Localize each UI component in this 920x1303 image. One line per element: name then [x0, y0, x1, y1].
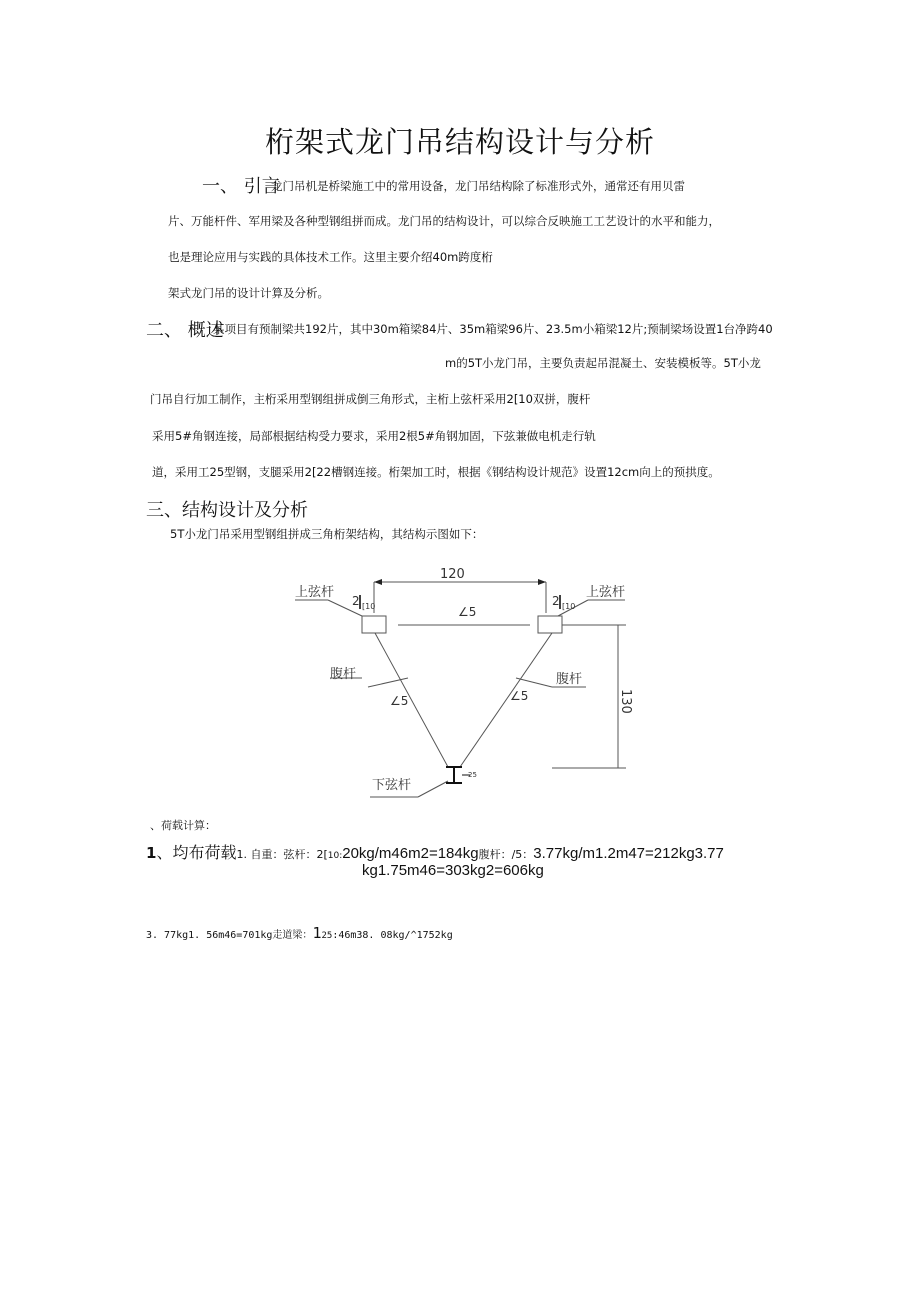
web-member-left [375, 633, 448, 767]
ibeam-icon [446, 767, 470, 783]
loads-line1-web: 腹杆：∕5： [478, 848, 534, 861]
angle-top-label: ∠5 [458, 605, 477, 619]
loads-line3-d: :46m38. 08kg/^1752kg [332, 930, 453, 941]
channel-right-size: [10 [562, 602, 576, 611]
section3-intro: 5T小龙门吊采用型钢组拼成三角桁架结构，其结构示图如下： [170, 527, 484, 541]
web-member-right [460, 633, 552, 767]
loads-heading: 、荷载计算： [150, 819, 216, 832]
arrow-dim-right [538, 579, 546, 585]
section1-line-2: 片、万能杆件、军用梁及各种型钢组拼而成。龙门吊的结构设计，可以综合反映施工工艺设计的水平和能力， [168, 214, 720, 228]
section1-line-3: 也是理论应用与实践的具体技术工作。这里主要介绍40m跨度桁 [168, 250, 493, 264]
loads-line3-c: 25 [321, 931, 333, 941]
leader-web-right-diag [516, 678, 552, 687]
loads-item-sub: 1. 自重：弦杆：2[ [236, 848, 328, 861]
page-title: 桁架式龙门吊结构设计与分析 [264, 125, 655, 159]
loads-item-title: 、均布荷载 [156, 843, 237, 862]
channel-right-count: 2 [552, 594, 560, 608]
section2-line-2: m的5T小龙门吊，主要负责起吊混凝土、安装模板等。5T小龙 [445, 356, 761, 370]
angle-left-label: ∠5 [390, 694, 409, 708]
section2-line-3: 门吊自行加工制作，主桁采用型钢组拼成倒三角形式，主桁上弦杆采用2[10双拼，腹杆 [150, 392, 591, 406]
loads-line3-a: 3. 77kg1. 56m46=701kg走道梁： [146, 930, 313, 941]
label-bottom-chord: 下弦杆 [372, 778, 412, 793]
arrow-dim-left [374, 579, 382, 585]
channel-left-size: [10 [362, 602, 376, 611]
loads-item-subsub: 10: [327, 851, 343, 861]
channel-left-count: 2 [352, 594, 360, 608]
dim-width-label: 120 [440, 567, 465, 582]
section1-heading: 一、 引言 [202, 176, 280, 197]
section2-heading: 二、 概述 [146, 320, 224, 341]
loads-line1-rest: 20kg/m46m2=184kg [342, 845, 479, 862]
section2-line-5: 道，采用工25型钢，支腿采用2[22槽钢连接。桁架加工时，根据《钢结构设计规范》设置12cm向上的预拱度。 [152, 465, 720, 479]
top-chord-left-box [362, 616, 386, 633]
ibeam-size-label: 25 [468, 771, 477, 779]
loads-line-3 [146, 924, 453, 942]
label-top-chord-left: 上弦杆 [295, 585, 335, 600]
loads-line3-b: 1 [312, 924, 322, 942]
loads-line-2: kg1.75m46=303kg2=606kg [362, 862, 544, 879]
section1-line-4: 架式龙门吊的设计计算及分析。 [168, 286, 329, 300]
dim-height-label: 130 [618, 689, 633, 714]
loads-line1-end: 3.77kg/m1.2m47=212kg3.77 [533, 845, 724, 862]
label-top-chord-right: 上弦杆 [586, 585, 626, 600]
section2-line-4: 采用5#角钢连接，局部根据结构受力要求，采用2根5#角钢加固，下弦兼做电机走行轨 [152, 429, 596, 443]
top-chord-right-box [538, 616, 562, 633]
section1-line-1: 龙门吊机是桥梁施工中的常用设备，龙门吊结构除了标准形式外，通常还有用贝雷 [271, 179, 685, 193]
section3-heading: 三、结构设计及分析 [146, 500, 308, 521]
label-web-left: 腹杆 [330, 667, 357, 682]
loads-line-1 [146, 840, 724, 863]
label-web-right: 腹杆 [556, 672, 583, 687]
loads-item-number: 1 [146, 844, 157, 862]
angle-right-label: ∠5 [510, 689, 529, 703]
section2-line-1: 某项目有预制梁共192片，其中30m箱梁84片、35m箱梁96片、23.5m小箱梁12片;预制梁场设置1台净跨40 [213, 322, 773, 336]
leader-bottom-diag [418, 781, 448, 797]
truss-diagram [290, 565, 640, 805]
